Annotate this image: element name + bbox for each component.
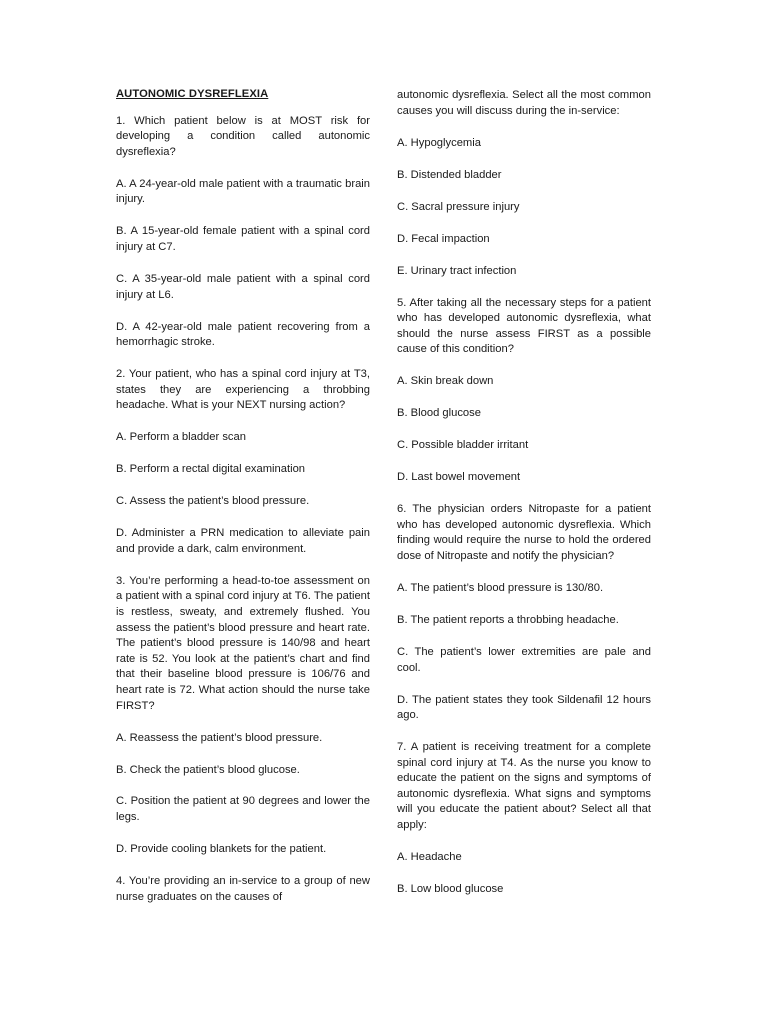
question-1: 1. Which patient below is at MOST risk for developing a condition called autonomic dysreflexia? bbox=[116, 114, 370, 158]
question-4-start: 4. You’re providing an in-service to a group of new nurse graduates on the causes of bbox=[116, 875, 370, 903]
question-2: 2. Your patient, who has a spinal cord injury at T3, states they are experiencing a throbbing headache. What is your NEXT nursing action? bbox=[116, 368, 370, 412]
question-6-option-a: A. The patient’s blood pressure is 130/80. bbox=[397, 581, 604, 594]
question-3-option-b: B. Check the patient’s blood glucose. bbox=[116, 763, 300, 776]
question-5-option-d: D. Last bowel movement bbox=[397, 471, 521, 484]
question-5-option-b: B. Blood glucose bbox=[397, 407, 481, 420]
question-3: 3. You’re performing a head-to-toe assessment on a patient with a spinal cord injury at T6. The patient is restless, sweaty, and extremely flushed. You assess the patient’s blood pressure and heart rate. The patient’s blood pressure is 140/98 and heart rate is 52. You look at the patient’s chart and find that their baseline blood pressure is 106/76 and heart rate is 72. What action should the nurse take FIRST? bbox=[116, 574, 370, 712]
document-title: AUTONOMIC DYSREFLEXIA bbox=[116, 88, 269, 100]
question-6: 6. The physician orders Nitropaste for a patient who has developed autonomic dysreflexia. Which finding would require the nurse to hold the ordered dose of Nitropaste and notify the physician? bbox=[397, 503, 651, 562]
left-column bbox=[116, 87, 370, 922]
question-7-option-a: A. Headache bbox=[397, 851, 462, 864]
question-5-option-a: A. Skin break down bbox=[397, 375, 494, 388]
question-2-option-c: C. Assess the patient’s blood pressure. bbox=[116, 495, 310, 508]
question-5: 5. After taking all the necessary steps for a patient who has developed autonomic dysreflexia, what should the nurse assess FIRST as a possible cause of this condition? bbox=[397, 296, 651, 356]
question-4-option-c: C. Sacral pressure injury bbox=[397, 200, 520, 213]
question-4-option-a: A. Hypoglycemia bbox=[397, 136, 481, 149]
question-7: 7. A patient is receiving treatment for a complete spinal cord injury at T4. As the nurse you know to educate the patient on the signs and symptoms of autonomic dysreflexia. What signs and symptoms will you educate the patient about? Select all that apply: bbox=[397, 741, 651, 832]
question-5-option-c: C. Possible bladder irritant bbox=[397, 439, 529, 452]
question-4-continued: autonomic dysreflexia. Select all the most common causes you will discuss during the in-service: bbox=[397, 89, 651, 117]
question-6-option-c: C. The patient’s lower extremities are pale and cool. bbox=[397, 645, 651, 674]
question-1-option-b: B. A 15-year-old female patient with a spinal cord injury at C7. bbox=[116, 225, 370, 253]
question-4-option-d: D. Fecal impaction bbox=[397, 232, 490, 245]
question-3-option-c: C. Position the patient at 90 degrees and lower the legs. bbox=[116, 795, 370, 824]
question-3-option-a: A. Reassess the patient’s blood pressure. bbox=[116, 731, 323, 744]
question-6-option-d: D. The patient states they took Sildenafil 12 hours ago. bbox=[397, 693, 651, 722]
question-1-option-c: C. A 35-year-old male patient with a spinal cord injury at L6. bbox=[116, 272, 370, 301]
question-2-option-a: A. Perform a bladder scan bbox=[116, 431, 246, 444]
question-2-option-d: D. Administer a PRN medication to alleviate pain and provide a dark, calm environment. bbox=[116, 527, 370, 555]
right-column bbox=[397, 88, 651, 914]
question-7-option-b: B. Low blood glucose bbox=[397, 883, 504, 896]
question-4-option-b: B. Distended bladder bbox=[397, 168, 502, 181]
question-3-option-d: D. Provide cooling blankets for the patient. bbox=[116, 843, 327, 856]
question-1-option-d: D. A 42-year-old male patient recovering from a hemorrhagic stroke. bbox=[116, 320, 370, 349]
question-4-option-e: E. Urinary tract infection bbox=[397, 264, 517, 277]
question-2-option-b: B. Perform a rectal digital examination bbox=[116, 463, 306, 476]
question-6-option-b: B. The patient reports a throbbing headache. bbox=[397, 613, 619, 626]
question-1-option-a: A. A 24-year-old male patient with a traumatic brain injury. bbox=[116, 177, 370, 206]
